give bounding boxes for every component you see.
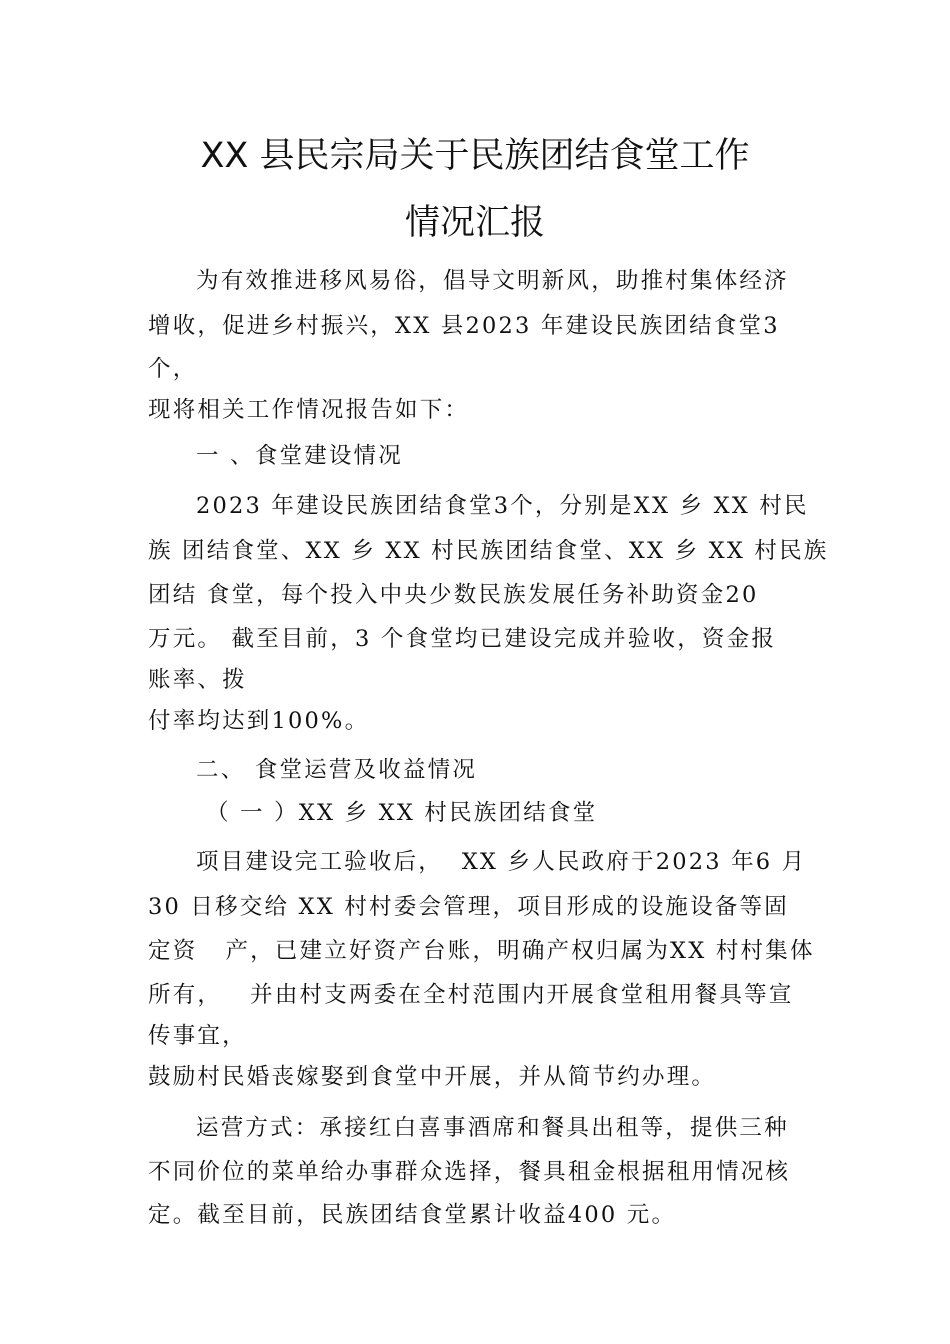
- subsection-1-line-6: 鼓励村民婚丧嫁娶到食堂中开展，并从简节约办理。: [148, 1064, 717, 1090]
- section-1-line-5: 账率、拨: [148, 667, 247, 693]
- subsection-1-line-4: 所有， 并由村支两委在全村范围内开展食堂租用餐具等宣: [148, 982, 794, 1008]
- intro-line-1: 为有效推进移风易俗，倡导文明新风，助推村集体经济: [196, 268, 789, 294]
- section-1-line-1: 2023 年建设民族团结食堂3个，分别是XX 乡 XX 村民: [196, 493, 809, 519]
- section-1-heading: 一 、食堂建设情况: [196, 443, 403, 469]
- document-title-line-2: 情况汇报: [404, 203, 545, 243]
- intro-line-4: 现将相关工作情况报告如下：: [148, 397, 470, 423]
- subsection-1-line-5: 传事宜，: [148, 1023, 247, 1049]
- subsection-1-heading: （ 一 ）XX 乡 XX 村民族团结食堂: [206, 800, 598, 826]
- section-1-line-2: 族 团结食堂、XX 乡 XX 村民族团结食堂、XX 乡 XX 村民族: [148, 538, 829, 564]
- section-1-line-6: 付率均达到100%。: [148, 708, 370, 734]
- subsection-1-line-1: 项目建设完工验收后， XX 乡人民政府于2023 年6 月: [196, 849, 807, 875]
- section-2-heading: 二、 食堂运营及收益情况: [196, 757, 478, 783]
- document-title-line-1: XX 县民宗局关于民族团结食堂工作: [200, 136, 750, 176]
- operation-line-2: 不同价位的菜单给办事群众选择，餐具租金根据租用情况核: [148, 1159, 791, 1185]
- section-1-line-4: 万元。 截至目前，3 个食堂均已建设完成并验收，资金报: [148, 626, 777, 652]
- intro-line-2: 增收，促进乡村振兴，XX 县2023 年建设民族团结食堂3: [148, 313, 780, 339]
- subsection-1-line-2: 30 日移交给 XX 村村委会管理，项目形成的设施设备等固: [148, 894, 789, 920]
- operation-line-3: 定。截至目前，民族团结食堂累计收益400 元。: [148, 1202, 677, 1228]
- intro-line-3: 个，: [148, 356, 198, 382]
- operation-line-1: 运营方式：承接红白喜事酒席和餐具出租等，提供三种: [196, 1115, 789, 1141]
- section-1-line-3: 团结 食堂，每个投入中央少数民族发展任务补助资金20: [148, 582, 759, 608]
- subsection-1-line-3: 定资 产，已建立好资产台账，明确产权归属为XX 村村集体: [148, 938, 815, 964]
